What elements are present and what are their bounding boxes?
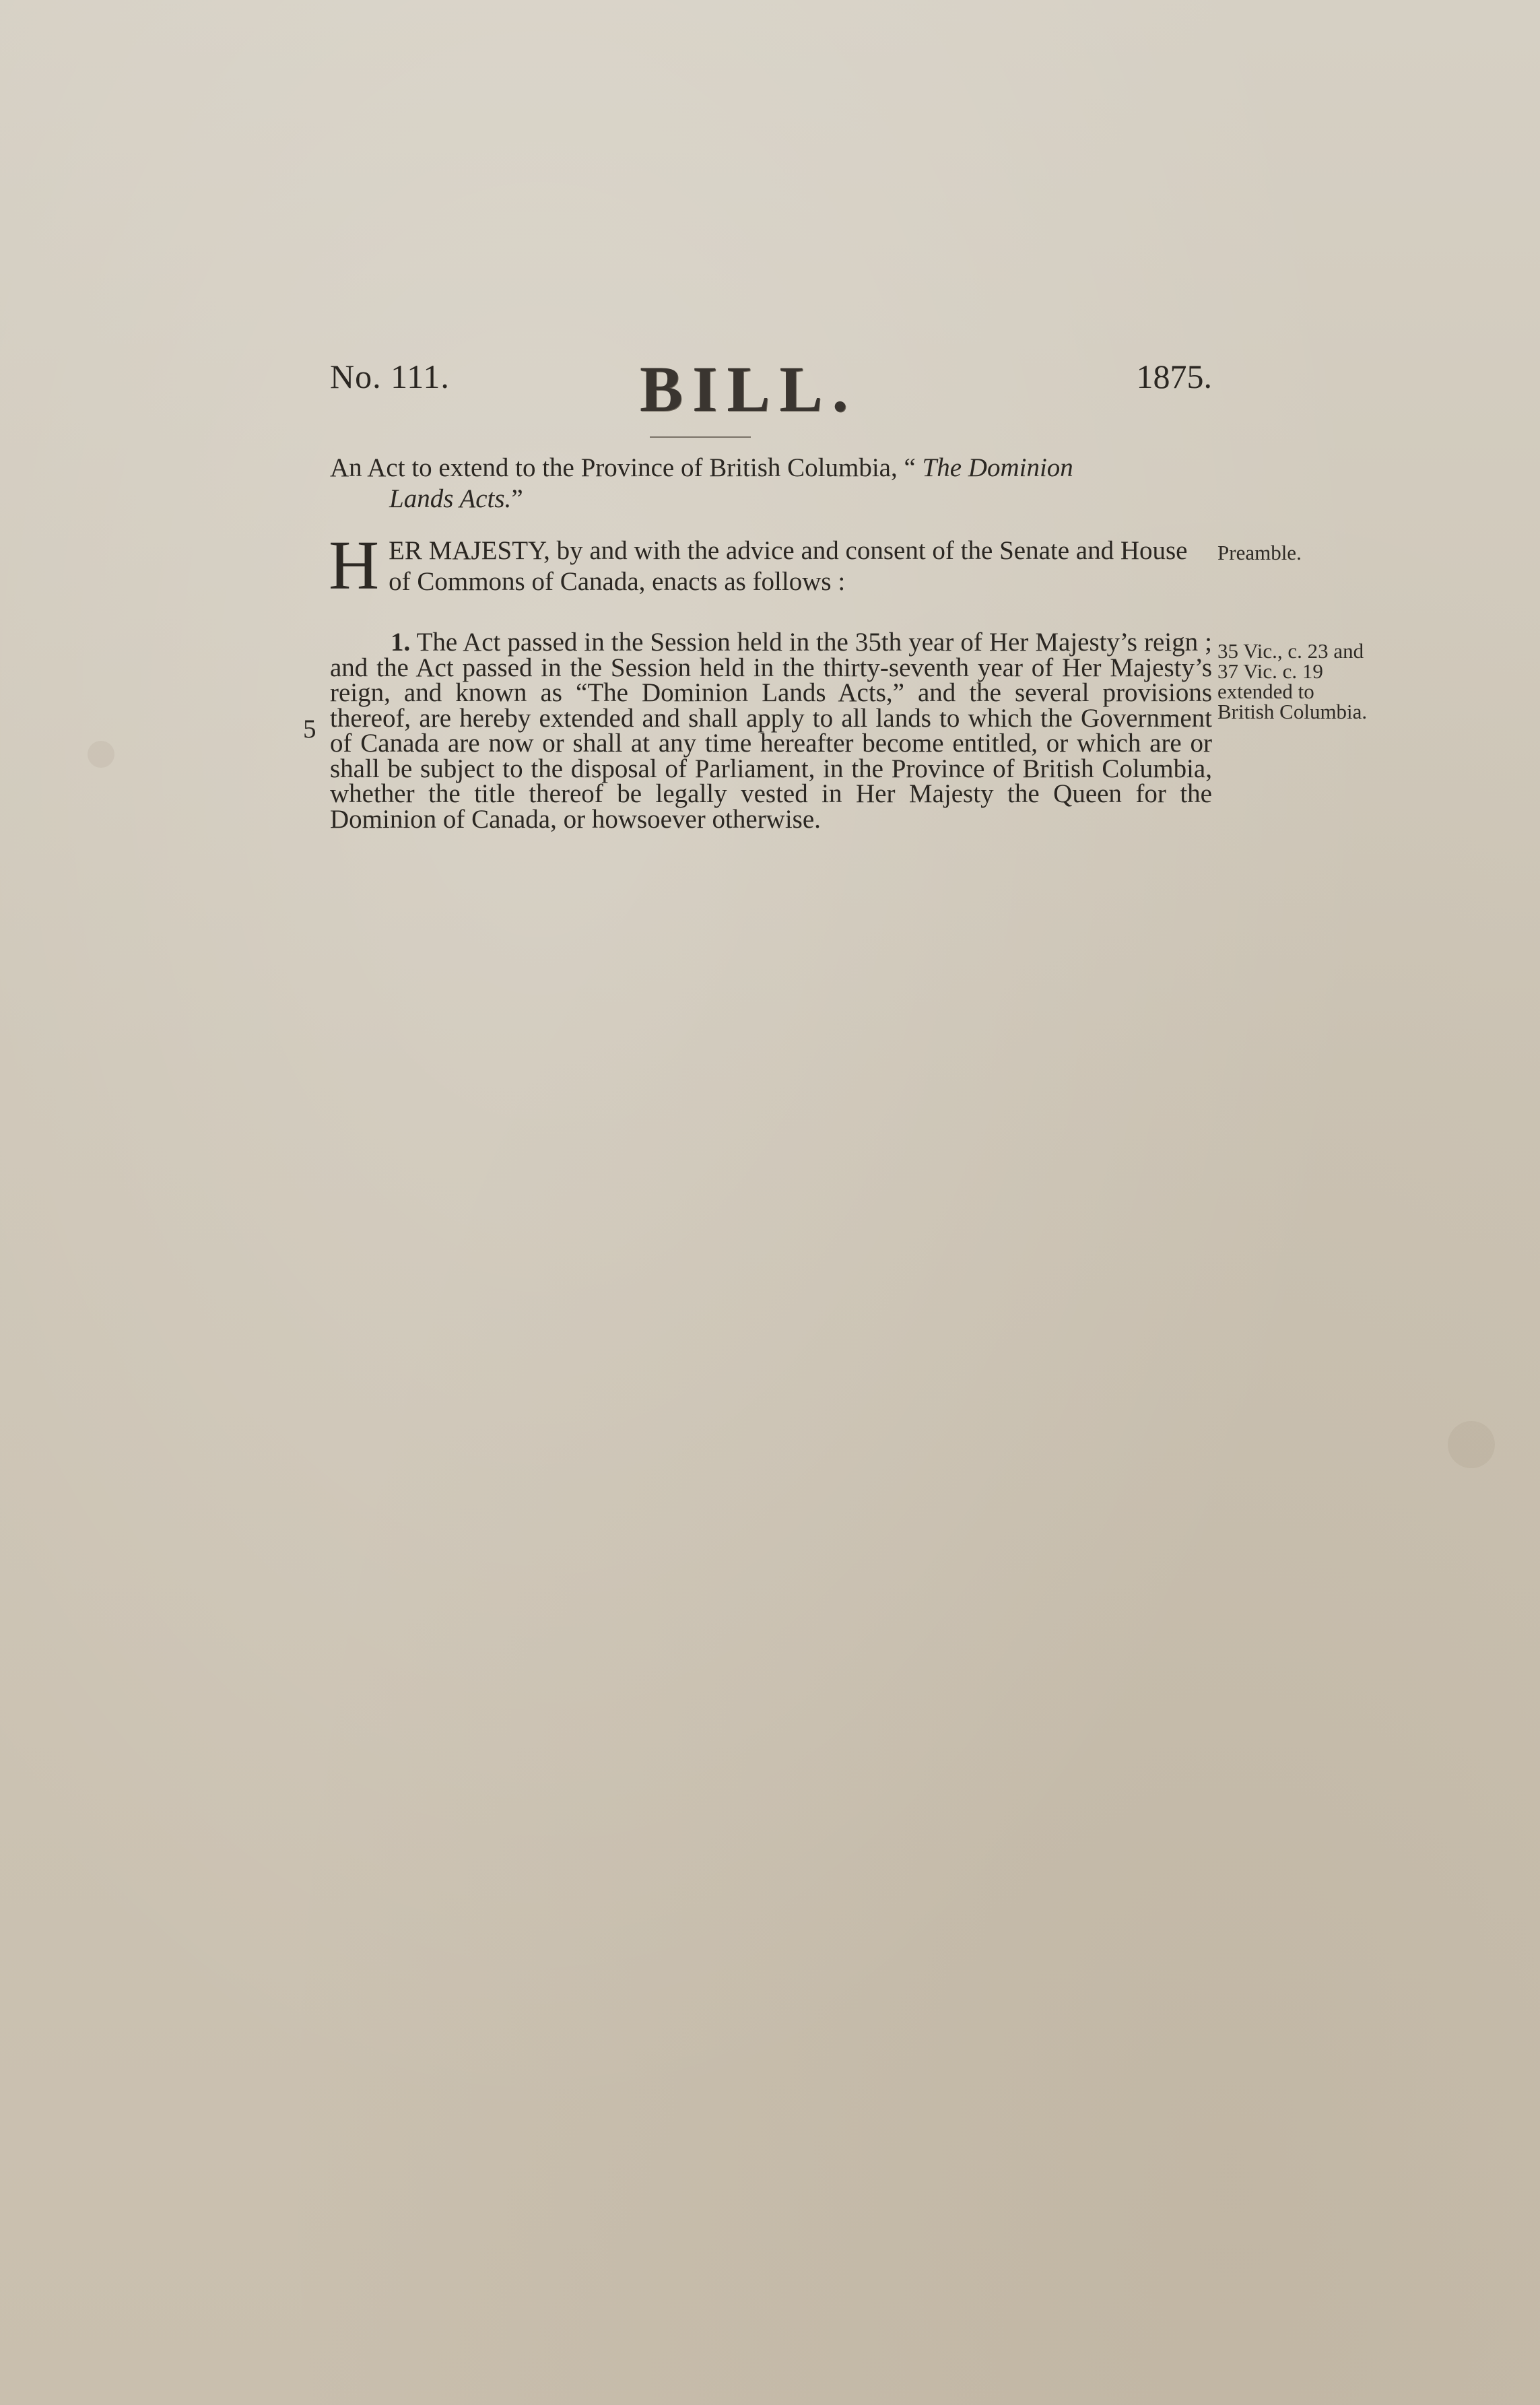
preamble-text: ER MAJESTY, by and with the advice and consent of the Senate and House of Commons of Canada, enacts as follows : bbox=[389, 536, 1188, 596]
long-title-line2 bbox=[330, 484, 1212, 515]
bill-title: BILL. bbox=[640, 353, 858, 425]
paper-stain bbox=[88, 741, 114, 768]
margin-note-section: 35 Vic., c. 23 and 37 Vic. c. 19 extended to British Columbia. bbox=[1217, 639, 1368, 723]
margin-note-preamble: Preamble. bbox=[1217, 541, 1302, 564]
preamble bbox=[329, 527, 1212, 604]
bill-header bbox=[330, 353, 1212, 431]
bill-year: 1875. bbox=[1136, 358, 1212, 395]
line-number: 5 bbox=[303, 715, 316, 744]
long-title-italic: Lands Acts. bbox=[389, 484, 512, 513]
section-text: The Act passed in the Session held in the 35th year of Her Majesty’s reign ; and the Act passed in the Session held in the thirty-seventh year of Her Majesty’s reign, and known as “The Dominion Lands Acts,” and the several provisions thereof, are hereby extended and shall apply to all lands to which the Government of Canada are now or shall at any time hereafter become entitled, or which are or shall be subject to the disposal of Parliament, in the Province of British Columbia, whether the title thereof be legally vested in Her Majesty the Queen for the Dominion of Canada, or howsoever otherwise. bbox=[330, 628, 1212, 834]
long-title-close-quote: ” bbox=[511, 484, 523, 513]
section-number: 1. bbox=[391, 628, 411, 657]
bill-number: No. 111. bbox=[330, 358, 450, 395]
section-1 bbox=[330, 630, 1212, 832]
long-title bbox=[330, 453, 1212, 515]
title-rule bbox=[650, 436, 751, 438]
paper-stain bbox=[1448, 1421, 1495, 1468]
long-title-text: An Act to extend to the Province of British Columbia, “ bbox=[330, 453, 923, 482]
preamble-dropcap: H bbox=[329, 527, 380, 604]
long-title-italic: The Dominion bbox=[922, 453, 1073, 482]
